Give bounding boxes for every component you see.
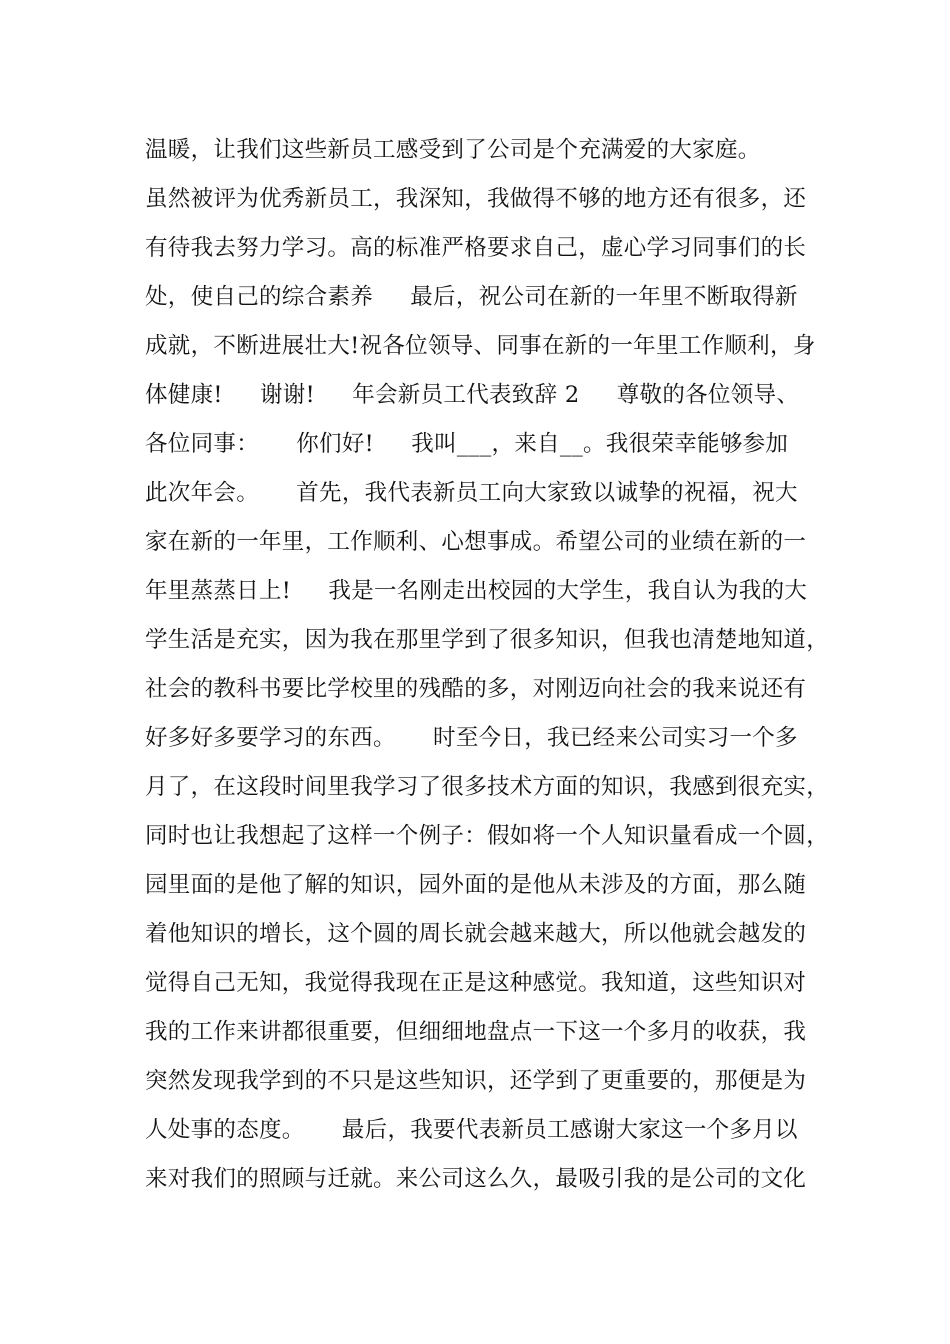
text-line: 各位同事： 你们好! 我叫___，来自__。我很荣幸能够参加 — [145, 431, 789, 457]
text-line: 家在新的一年里，工作顺利、心想事成。希望公司的业绩在新的一 — [145, 529, 807, 555]
text-line: 园里面的是他了解的知识，园外面的是他从未涉及的方面，那么随 — [145, 872, 807, 898]
text-line: 着他知识的增长，这个圆的周长就会越来越大，所以他就会越发的 — [145, 921, 807, 947]
text-line: 温暖，让我们这些新员工感受到了公司是个充满爱的大家庭。 — [145, 137, 761, 163]
text-line: 突然发现我学到的不只是这些知识，还学到了更重要的，那便是为 — [145, 1068, 807, 1094]
text-line: 月了，在这段时间里我学习了很多技术方面的知识，我感到很充实， — [145, 774, 830, 800]
text-line: 人处事的态度。 最后，我要代表新员工感谢大家这一个多月以 — [145, 1117, 798, 1143]
text-line: 处，使自己的综合素养 最后，祝公司在新的一年里不断取得新 — [145, 284, 798, 310]
text-line: 同时也让我想起了这样一个例子：假如将一个人知识量看成一个圆， — [145, 823, 830, 849]
text-line: 来对我们的照顾与迁就。来公司这么久，最吸引我的是公司的文化 — [145, 1166, 807, 1192]
text-line: 此次年会。 首先，我代表新员工向大家致以诚挚的祝福，祝大 — [145, 480, 798, 506]
text-line: 成就，不断进展壮大!祝各位领导、同事在新的一年里工作顺利，身 — [145, 333, 816, 359]
text-line: 觉得自己无知，我觉得我现在正是这种感觉。我知道，这些知识对 — [145, 970, 807, 996]
text-line: 有待我去努力学习。高的标准严格要求自己，虚心学习同事们的长 — [145, 235, 807, 261]
text-line: 体健康! 谢谢! 年会新员工代表致辞 2 尊敬的各位领导、 — [145, 382, 800, 408]
text-line: 学生活是充实，因为我在那里学到了很多知识，但我也清楚地知道， — [145, 627, 830, 653]
text-line: 我的工作来讲都很重要，但细细地盘点一下这一个多月的收获，我 — [145, 1019, 807, 1045]
text-line: 年里蒸蒸日上! 我是一名刚走出校园的大学生，我自认为我的大 — [145, 578, 808, 604]
body-text — [145, 130, 835, 1208]
text-line: 好多好多要学习的东西。 时至今日，我已经来公司实习一个多 — [145, 725, 798, 751]
text-line: 虽然被评为优秀新员工，我深知，我做得不够的地方还有很多，还 — [145, 186, 807, 212]
text-line: 社会的教科书要比学校里的残酷的多，对刚迈向社会的我来说还有 — [145, 676, 807, 702]
